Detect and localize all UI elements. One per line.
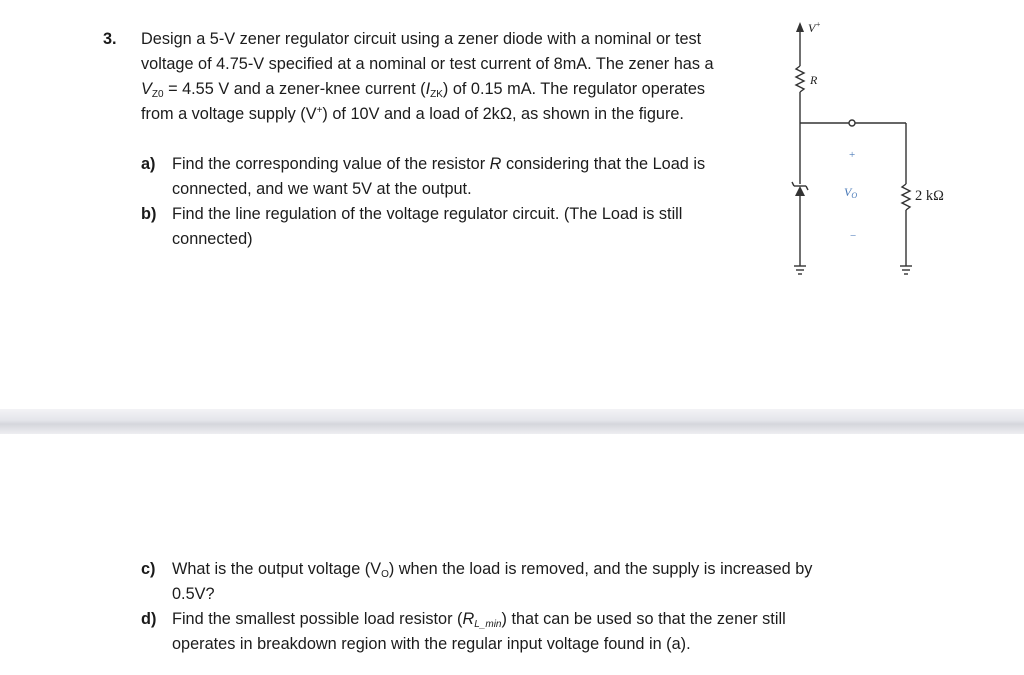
part-b-line-1: Find the line regulation of the voltage regulator circuit. (The Load is still [172,205,683,223]
load-label: 2 kΩ [915,188,944,204]
intro-line-3-mid: = 4.55 V and a zener-knee current ( [163,80,426,98]
supply-label: V+ [808,20,821,35]
load-resistor-icon [902,184,910,210]
intro-line-4 [141,102,684,127]
part-a-line-1 [172,152,705,177]
minus-sign: − [850,230,857,242]
intro-line-1: Design a 5-V zener regulator circuit using a zener diode with a nominal or test [141,30,702,48]
vo-subscript: O [381,569,389,580]
part-a-label: a) [141,155,156,173]
intro-line-3 [141,77,705,102]
resistor-r-symbol-icon [796,66,804,92]
question-number: 3. [103,30,117,48]
intro-line-4-a: from a voltage supply (V [141,105,317,123]
part-c-line-1-pre: What is the output voltage (V [172,560,382,578]
intro-line-2: voltage of 4.75-V specified at a nominal or test current of 8mA. The zener has a [141,55,714,73]
part-c-line-1 [172,557,812,582]
part-d-line-2: operates in breakdown region with the regular input voltage found in (a). [172,635,691,653]
izk-subscript: ZK [430,89,443,100]
plus-sign: + [849,149,856,161]
part-c-label: c) [141,560,156,578]
vz0-symbol: V [141,80,152,98]
part-d-line-1 [172,607,786,632]
part-a-line-1-pre: Find the corresponding value of the resistor [172,155,490,173]
part-d-line-1-pre: Find the smallest possible load resistor ( [172,610,463,628]
part-d-label: d) [141,610,157,628]
zener-bend-left [792,182,794,186]
izk-symbol: I [425,80,431,98]
part-b-label: b) [141,205,157,223]
vz0-subscript: Z0 [151,89,164,100]
page-divider [0,409,1024,434]
output-voltage-label: VO [844,185,858,200]
zener-bend-right [806,186,808,190]
part-c-line-2: 0.5V? [172,585,215,603]
resistor-r-symbol: R [489,155,502,173]
supply-arrow-icon [796,22,804,32]
zener-diode-icon [795,186,805,196]
part-d-line-1-post: ) that can be used so that the zener still [501,610,786,628]
intro-line-4-b: ) of 10V and a load of 2kΩ, as shown in the figure. [322,105,684,123]
part-c-line-1-post: ) when the load is removed, and the supply is increased by [388,560,813,578]
rl-min-subscript: L_min [474,619,502,630]
resistor-label: R [810,73,818,87]
rl-min-symbol: R [462,610,475,628]
part-a-line-2: connected, and we want 5V at the output. [172,180,472,198]
zener-regulator-circuit [770,16,970,286]
vplus-superscript: + [316,105,323,116]
output-terminal-icon [849,120,855,126]
part-b-line-2: connected) [172,230,253,248]
part-a-line-1-post: considering that the Load is [501,155,706,173]
intro-line-3-end: ) of 0.15 mA. The regulator operates [442,80,706,98]
